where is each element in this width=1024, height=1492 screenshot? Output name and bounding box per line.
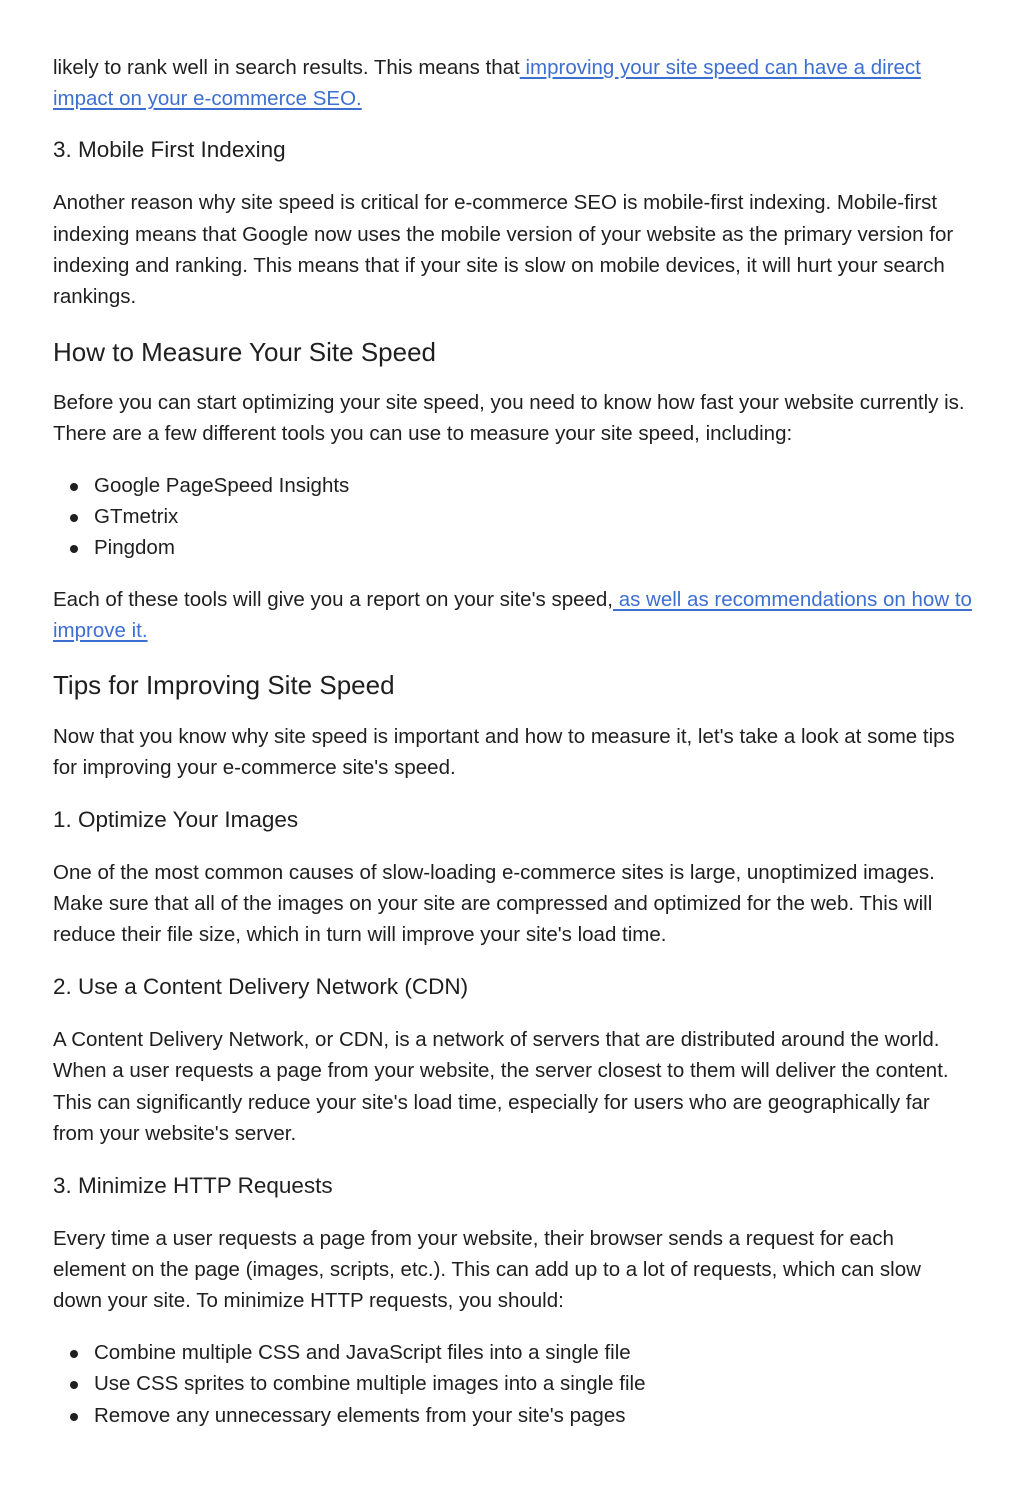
- list-item: Use CSS sprites to combine multiple images into a single file: [53, 1368, 972, 1399]
- cdn-paragraph: A Content Delivery Network, or CDN, is a network of servers that are distributed around the world. When a user requests a page from your website, the server closest to them will deliver the content. This can significantly reduce your site's load time, especially for users who are geographically far from your website's server.: [53, 1028, 949, 1145]
- intro-paragraph: [53, 52, 972, 114]
- http-tips-list: [53, 1337, 972, 1431]
- mobile-first-heading: 3. Mobile First Indexing: [53, 137, 286, 163]
- tips-paragraph: Now that you know why site speed is important and how to measure it, let's take a look at some tips for improving your e-commerce site's speed.: [53, 725, 955, 780]
- tips-heading: Tips for Improving Site Speed: [53, 670, 395, 701]
- cdn-heading: 2. Use a Content Delivery Network (CDN): [53, 974, 469, 1000]
- measure-paragraph: Before you can start optimizing your site speed, you need to know how fast your website currently is. There are a few different tools you can use to measure your site speed, including:: [53, 391, 965, 446]
- intro-text: likely to rank well in search results. This means that: [53, 56, 520, 79]
- recommendations-link[interactable]: as well as recommendations on how to improve it.: [53, 587, 972, 643]
- http-requests-paragraph: Every time a user requests a page from your website, their browser sends a request for each element on the page (images, scripts, etc.). This can add up to a lot of requests, which can slow down your site. To minimize HTTP requests, you should:: [53, 1227, 921, 1313]
- tools-summary-paragraph: [53, 584, 972, 646]
- list-item: Combine multiple CSS and JavaScript files into a single file: [53, 1337, 972, 1368]
- site-speed-seo-link[interactable]: improving your site speed can have a direct impact on your e-commerce SEO.: [53, 56, 921, 111]
- tools-list: [53, 470, 972, 564]
- http-requests-heading: 3. Minimize HTTP Requests: [53, 1173, 333, 1199]
- measure-heading: How to Measure Your Site Speed: [53, 337, 437, 368]
- optimize-images-heading: 1. Optimize Your Images: [53, 806, 299, 832]
- list-item: GTmetrix: [53, 501, 972, 532]
- mobile-first-paragraph: Another reason why site speed is critical for e-commerce SEO is mobile-first indexing. Mobile-first indexing means that Google now uses the mobile version of your website as the primary version for indexing and ranking. This means that if your site is slow on mobile devices, it will hurt your search rankings.: [53, 191, 954, 309]
- tools-summary-text: Each of these tools will give you a report on your site's speed,: [53, 587, 613, 611]
- list-item: Remove any unnecessary elements from your site's pages: [53, 1400, 972, 1431]
- list-item: Google PageSpeed Insights: [53, 470, 972, 501]
- list-item: Pingdom: [53, 532, 972, 563]
- optimize-images-paragraph: One of the most common causes of slow-loading e-commerce sites is large, unoptimized images. Make sure that all of the images on your site are compressed and optimized for the web. This will reduce their file size, which in turn will improve your site's load time.: [53, 860, 935, 947]
